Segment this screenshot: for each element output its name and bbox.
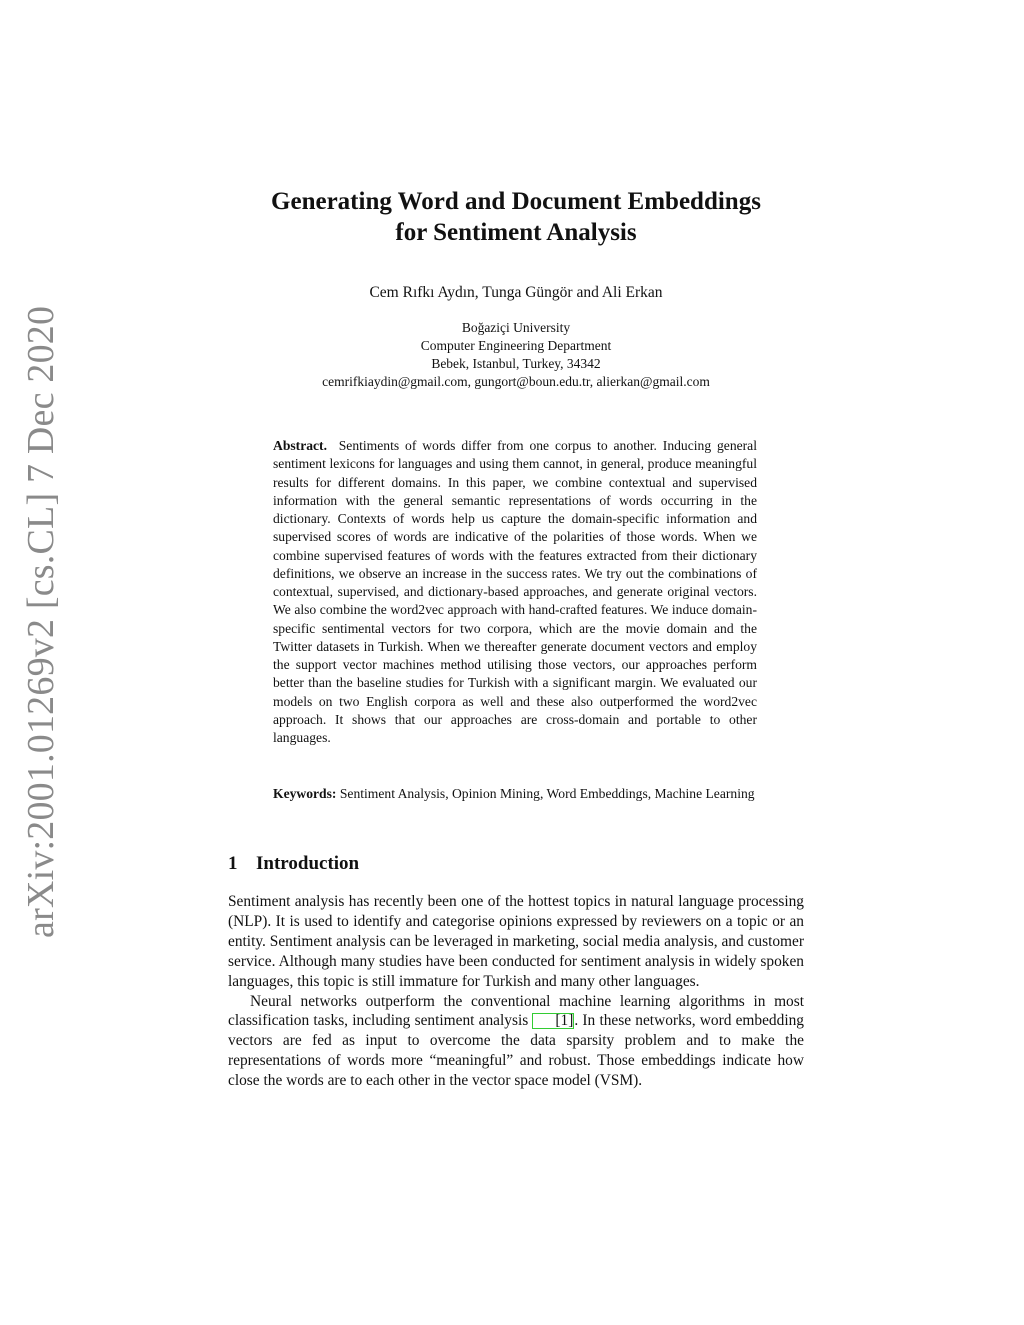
- arxiv-identifier: arXiv:2001.01269v2 [cs.CL] 7 Dec 2020: [20, 305, 62, 938]
- keywords: [273, 785, 757, 803]
- abstract-text: Sentiments of words differ from one corpus to another. Inducing general sentiment lexicons for languages and using them cannot, in general, produce meaningful results for different domains. In this paper, we combine contextual and supervised information with the general semantic representations of words occurring in the dictionary. Contexts of words help us capture the domain-specific information and supervised scores of words are indicative of the polarities of those words. When we combine supervised features of words with the features extracted from their dictionary definitions, we observe an increase in the success rates. We try out the combinations of contextual, supervised, and dictionary-based approaches, and generate original vectors. We also combine the word2vec approach with hand-crafted features. We induce domain-specific sentimental vectors for two corpora, which are the movie domain and the Twitter datasets in Turkish. When we thereafter generate document vectors and employ the support vector machines method utilising those vectors, our approaches perform better than the baseline studies for Turkish with a significant margin. We evaluated our models on two English corpora as well and these also outperformed the word2vec approach. It shows that our approaches are cross-domain and portable to other languages.: [273, 438, 757, 745]
- affiliation-address: Bebek, Istanbul, Turkey, 34342: [431, 356, 601, 371]
- intro-paragraph-2-text-a: Neural networks outperform the conventional machine learning algorithms in most classification tasks, including sentiment analysis: [228, 992, 804, 1030]
- keywords-text: Sentiment Analysis, Opinion Mining, Word Embeddings, Machine Learning: [339, 786, 755, 801]
- section-number: 1: [228, 853, 238, 874]
- affiliation-emails: cemrifkiaydin@gmail.com, gungort@boun.edu.tr, alierkan@gmail.com: [322, 374, 710, 389]
- intro-paragraph-1: Sentiment analysis has recently been one of the hottest topics in natural language processing (NLP). It is used to identify and categorise opinions expressed by reviewers on a topic or an entity. Sentiment analysis can be leveraged in marketing, social media analysis, and customer service. Although many studies have been conducted for sentiment analysis in widely spoken languages, this topic is still immature for Turkish and many other languages.: [228, 893, 804, 990]
- intro-paragraph-2: [228, 992, 804, 1092]
- citation-link[interactable]: [1]: [532, 1013, 574, 1029]
- abstract: [273, 437, 757, 747]
- paper-title-line-2: for Sentiment Analysis: [395, 219, 637, 246]
- intro-paragraph-2-text-b: . In these networks, word embedding vectors are fed as input to overcome the data sparsity problem and to make the representations of words more “meaningful” and robust. Those embeddings indicate how close the words are to each other in the vector space model (VSM).: [228, 1012, 804, 1090]
- introduction-body: [228, 892, 804, 1091]
- affiliation-block: [228, 319, 804, 391]
- abstract-label: Abstract.: [273, 438, 327, 453]
- paper-title-line-1: Generating Word and Document Embeddings: [271, 188, 761, 215]
- paper-title: [228, 186, 804, 248]
- section-heading-introduction: [228, 852, 359, 876]
- keywords-label: Keywords:: [273, 786, 337, 801]
- author-list: Cem Rıfkı Aydın, Tunga Güngör and Ali Erkan: [369, 284, 663, 301]
- affiliation-department: Computer Engineering Department: [420, 338, 612, 353]
- section-title: Introduction: [256, 853, 360, 874]
- affiliation-university: Boğaziçi University: [461, 320, 571, 335]
